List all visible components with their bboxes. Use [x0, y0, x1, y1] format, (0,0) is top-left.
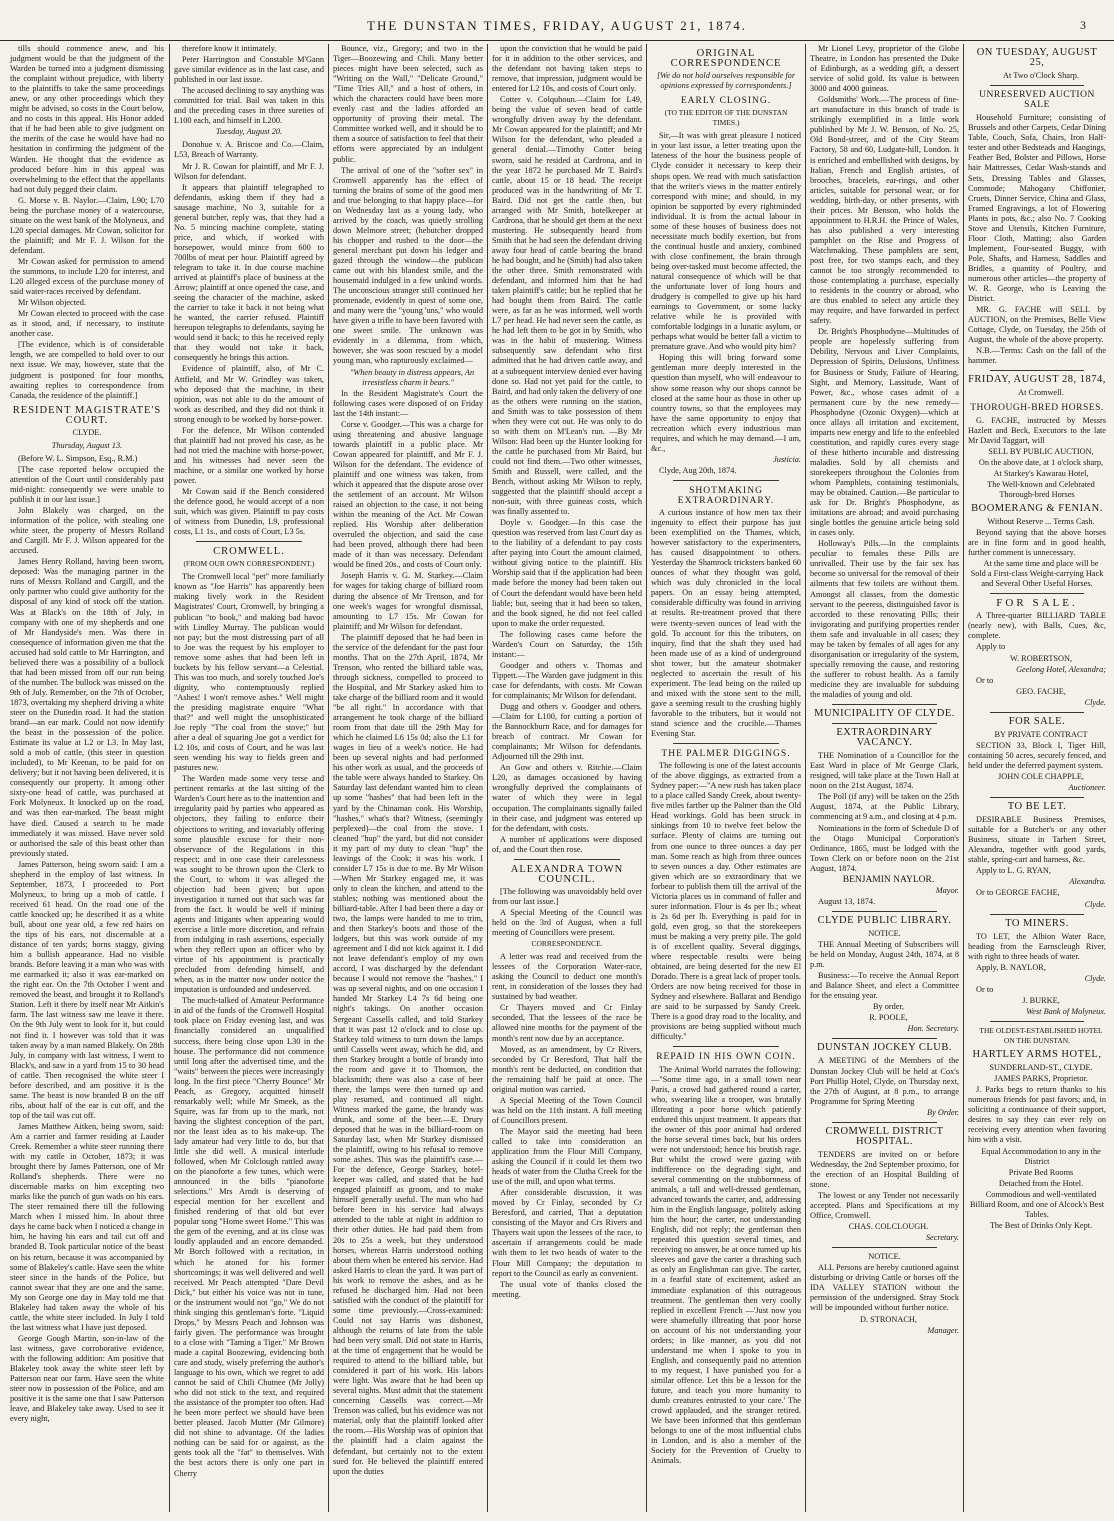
section-heading: RESIDENT MAGISTRATE'S COURT.: [12, 404, 162, 426]
advert-paragraph: TENDERS are invited on or before Wednesday, the 2nd September proximo, for the erection of an Hospital Building of stone.: [810, 1149, 959, 1189]
article-paragraph: [The evidence, which is of considerable length, we are compelled to hold over to our next issue. We may, however, state that the judgment is postponed for four months, awaiting replies to correspondence from Canada, the residence of the plaintiff.]: [10, 340, 164, 400]
article-paragraph: The Cromwell local "pet" more familiarly known as "Joe Harris" has apparently been making lively work in the Resident Magistrates' Court, Cromwell, by bringing a publican "to book," and making bad havoc with Lindley Murray. The publican would not pay; but the most distressing part of all to Joe was the request by his employer to remove some ashes that had been left in buckets by his fellow servant—a Celestial. This was too much, and sorely touched Joe's dignity, who contemptuously replied "Ashes! I won't remove ashes." Well might the presiding magistrate enquire "What that?" and well might the unsophisticated Joe reply "The coal from the stove;" but after a deal of squaring Joe got a verdict for L2 10s, and costs of Court, and he was last seen wending his way to fields green and pastures new.: [174, 572, 324, 773]
advert-line: THE OLDEST-ESTABLISHED HOTEL ON THE DUNSTAN.: [979, 1025, 1103, 1046]
advert-role: Hon. Secretary.: [907, 1024, 959, 1034]
article-paragraph: A letter was read and received from the lessees of the Corporation Water-race, asking the Council to deduct one month's rent, in consideration of the losses they had sustained by bad weather.: [492, 952, 642, 1002]
letter-signature: Justicia.: [773, 454, 801, 464]
article-paragraph: A number of applications were disposed of, and the Court then rose.: [492, 834, 642, 854]
advert-role: Alexandra.: [1069, 877, 1106, 887]
advert-role: Manager.: [927, 1325, 959, 1335]
article-paragraph: George Gough Martin, son-in-law of the last witness, gave corroborative evidence, with the following addition: Am positive that Blakeley took away the white steer left by Patterson near our farm. Have seen the white steer now in possession of the Police, and am positive it is the same one that I saw Patterson leave, and Blakeley take away. Used to see it every night,: [10, 1333, 164, 1424]
article-paragraph: Moved, as an amendment, by Cr Rivers, seconded by Cr Beresford, That half the month's rent be deducted, on condition that the remaining half be paid at once. The original motion was carried.: [492, 1044, 642, 1094]
divider: [832, 704, 937, 705]
advert-signature: GEO. FACHE,: [1016, 686, 1066, 696]
advert-paragraph: SECTION 33, Block I, Tiger Hill, containing 50 acres, securely fenced, and held under the deferred payment system.: [968, 740, 1106, 770]
article-paragraph: The arrival of one of the "softer sex" in Cromwell apparently has the effect of turning the brains of some of the good men and true belonging to that happy place—for on Wednesday last as a young lady, who arrived by the coach, was quietly strolling down Melmore street; (hebutcher dropped his chopper and rushed to the door—the general merchant put down his ledger and gazed through the window—the publican came out with his blandest smile, and the housemaid indulged in a few unkind words. The unconscious stranger still continued her promenade, evidently in quest of some one, and many were the "young 'uns," who would have given a trifle to have been favored with one sweet smile. The unknown was evidently in a dilemma, from which, however, she was soon rescued by a model young man, who rapturously exclaimed—: [333, 165, 483, 366]
advert-line: SUNDERLAND-ST., CLYDE.: [989, 1063, 1093, 1073]
advert-signature: W. ROBERTSON,: [1009, 653, 1073, 663]
divider: [832, 723, 937, 724]
divider: [832, 1122, 937, 1123]
divider: [196, 541, 302, 542]
column-1: [6, 44, 168, 1514]
section-subheading: CLYDE.: [72, 427, 102, 437]
advert-heading: CROMWELL DISTRICT HOSPITAL.: [825, 1125, 944, 1147]
divider: [832, 1247, 937, 1248]
article-paragraph: Peter Harrington and Constable M'Gann gave similar evidence as in the last case, and published in our last issue.: [174, 55, 324, 85]
article-paragraph: upon the conviction that he would be paid for it in addition to the other services, and the defendant not having taken steps to remove, that impression, judgment would be entered for L2 10s, and costs of Court only.: [492, 44, 642, 94]
article-paragraph: therefore know it intimately.: [182, 44, 277, 53]
article-paragraph: Mr Cowan asked for permission to amend the summons, to include L20 for interest, and L20 alleged excess of the purchase money of said water-races received by defendant.: [10, 256, 164, 297]
article-paragraph: The plaintiff deposed that he had been in the service of the defendant for the past four months. That on the 27th April, 1874, Mr Trenson, who rented the billiard table was, through sickness, compelled to proceed to the Hospital, and Mr Starkey asked him to take charge of the billiard room and it would "be all right." In accordance with that arrangement he took charge of the billiard room from that date till the 29th May for which he claimed L6 15s 0d; also the L1 for wages in lieu of a week's notice. He had been up several nights and had performed his other work as usual, and the proceeds of the table were always handed to Starkey. On Saturday last defendant wanted him to clean up some "hashes" that had been left in the yard by the Chinaman cook. His Worship, "hashes," what's that? Witness, (seemingly perplexed)—the coal from the stove. I cleaned "hup" the yard, but did not consider it my part of my duty to clean "hup" the leavings of the Cook; it was his work. I consider L7 15s is due to me. By Mr Wilson—When Mr Starkey engaged me, it was only to clean the kitchen, and attend to the stables; nothing was mentioned about the billiard-table. After I had been there a day or two, the lamps were handed to me to trim, and then Starkey's boots and those of the lodgers, but this was work outside of my agreement and I did not kick against it. I did not leave defendant's employ of my own accord, I was discharged by the defendant because I would not remove the "hashes." I was up several nights, and on one occasion I handed Mr Starkey L4 7s 6d being one night's takings. On another occasion Sergeant Cassells called, and told Starkey that it was past 12 o'clock and to close up. Starkey told witness to turn down the lamps until Cassells went away, which he did, and then Starkey brought a bottle of brandy into the room and gave it to Thomson, the blacksmith; there was also a case of beer there, the lamps were then turned up and play resumed, and continued all night. Witness marked the game, the brandy was drunk, and some of the beer.—E. Drury deposed that he was in the billiard-room on Saturday last, when Mr Starkey dismissed the plaintiff, owing to his refusal to remove some ashes. This was the plaintiff's case.—For the defence, George Starkey, hotel-keeper was called, and stated that he had engaged plaintiff as groom, and to make himself generally useful. The man who had before been in his service had always attended to the table at night in addition to their other duties. He had paid them from 20s to 25s a week, but they understood horses, whereas Harris understood nothing about them when he entered his service. Had asked Harris to clean the yard. It was part of his work to remove the ashes, and as he refused he discharged him. Had not been satisfied with the conduct of the plaintiff for some time previously.—Cross-examined: Could not say Harris was dishonest, although the returns of late from the table had been very small. Did not state to Harris, at the time of engagement that he would be required to attend to the billiard table, but considered it part of his work. His labors were light. Was aware that he had been up several nights. Must admit that the statement concerning Cassells was correct.—Mr Trenson was called, but his evidence was not material, only that the plaintiff looked after the room.—His Worship was of opinion that the plaintiff had a claim against the defendant, but certainly not to the extent sued for. He believed the plaintiff entered upon the duties: [333, 632, 483, 1476]
advert-paragraph: DESIRABLE Business Premises, suitable for a Butcher's or any other Business, situate in Tarbert Street, Alexandra, together with good yards, stable, spring-cart and harness, &c.: [968, 815, 1106, 865]
column-3: [329, 44, 487, 1514]
divider: [990, 85, 1084, 86]
advert-paragraph: A MEETING of the Members of the Dunstan Jockey Club will be held at Cox's Port Phillip Hotel, Clyde, on Thursday next, the 27th of August, at 8 p.m., to arrange Programme for Spring Meeting: [810, 1056, 959, 1106]
advert-line: Private Bed Rooms: [1008, 1167, 1074, 1177]
advert-paragraph: Business:—To receive the Annual Report and Balance Sheet, and elect a Committee for the ensuing year.: [810, 971, 959, 1001]
article-paragraph: In the Resident Magistrate's Court the following cases were disposed of on Friday last the 14th instant:—: [333, 388, 483, 418]
column-2: [170, 44, 328, 1514]
advert-role: Clyde.: [1084, 697, 1106, 707]
column-7: [964, 44, 1110, 1514]
article-paragraph: Mr Wilson objected.: [18, 298, 86, 308]
section-subheading: (FROM OUR OWN CORRESPONDENT.): [183, 559, 315, 569]
section-heading: REPAID IN HIS OWN COIN.: [656, 1052, 796, 1063]
advert-signature: JOHN COLE CHAPPLE,: [998, 772, 1084, 781]
article-paragraph: (Before W. L. Simpson, Esq., R.M.): [18, 453, 138, 463]
advert-line: Or to: [976, 675, 994, 685]
section-heading: EARLY CLOSING.: [680, 96, 772, 107]
advert-paragraph: THE Nomination of a Councillor for the East Ward in place of Mr George Clark, resigned, will take place at the Town Hall at noon on the 21st August, 1874.: [810, 751, 959, 791]
advert-signature: R. POOLE,: [869, 1013, 908, 1023]
article-paragraph: Hoping this will bring forward some gentleman more deeply interested in the question than myself, who will endeavour to show some reason why our shops cannot be closed at the same hour as those in other up country towns, so that the employees may have the same opportunity to enjoy that recreation which every industrious man requires, and which he may demand.—I am, &c.,: [651, 353, 801, 453]
advert-paragraph: The Poll (if any) will be taken on the 25th August, 1874, at the Public Library, commencing at 9 a.m., and closing at 4 p.m.: [810, 792, 959, 822]
divider: [673, 1046, 779, 1047]
article-paragraph: Dr. Bright's Phosphodyne—Multitudes of people are hopelessly suffering from Debility, Nervous and Liver Complaints, Depression of Spirits, Delusions, Unfitness for Business or Study, Failure of Hearing, Sight, and Memory, Lassitude, Want of Power, &c., whose cases admit of a permanent cure by the new remedy—Phosphodyne (Ozonic Oxygen)—which at once allays all irritation and excitement, imparts new energy and life to the enfeebled constitution, and rapidly cures every stage of these hitherto incurable and distressing maladies. Sold by all chemists and storekeepers throughout the Colonies from whom Pamphlets, containing testimonials, may be obtained. Caution.—Be particular to ask for Dr. Bright's Phosphodyne, as imitations are abroad; and avoid purchasing single bottles the genuine article being sold in cases only.: [810, 327, 959, 538]
advert-paragraph: TO LET, the Albion Water Race, heading from the Earnscleugh River, with right to three heads of water.: [968, 931, 1106, 961]
court-date: Tuesday, August 20.: [215, 127, 283, 137]
advert-line: At the same time and place will be Sold a First-class Weight-carrying Hack and Several Other Useful Horses.: [970, 559, 1104, 589]
article-paragraph: A Special Meeting of the Council was held on the 3rd of August, when a full meeting of Councillors were present.: [492, 907, 642, 938]
section-heading: THE PALMER DIGGINGS.: [661, 749, 791, 760]
article-paragraph: The much-talked of Amateur Performance in aid of the funds of the Cromwell Hospital took place on Friday evening last, and was financially considered an unqualified success, there being close upon L30 in the house. The performance did not commence until long after the advertised time, and the "waits" between the pieces were increasingly long. In the first piece "Cherry Bounce" Mr Peach, as Gregory, acquitted himself remarkably well; while Mr Smeek, as the Squire, was far from up to the mark, not having the slightest conception of the part, nor the least idea as to his make-up. The lady amateur had very little to do, but that little she did well. A musical interlude followed, when Mr Colclough rattled away on the pianoforte a few tunes, which were announced in the bills "pianoforte selections." Mrs Arndt is deserving of especial mention for her excellent and finished rendering of that old but ever popular song "Home sweet Home." This was the gem of the evening, and at its close was loudly applauded and an encore demanded. Mr Borch followed with a recitation, in which he atoned for his former shortcomings; it was well delivered and well received. Mr Peach attempted "Dare Devil Dick," but either his voice was not in tune, or the instrument would not "go," We do not think singing this gentleman's forte. "Liquid Drops," by Messrs Peach and Johnson was fairly given. The performance was brought to a close with "Taming a Tiger." Mr Brown made a capital Boozewing, evidencing both care and study, wisely preferring the author's language to his own, which we regret to add cannot be said of Chili Chutnee (Mr Jolly) who did not stick to the text, and required the assistance of the prompter too often. Had he been more perfect we should have been better pleased. Jacob Mutter (Mr Gilmore) did not shine to advantage. Of the ladies nothing can be said for or against, as the gents took all the "fat" to themselves. With the best actors there is only one part in Cherry: [174, 996, 324, 1478]
editorial-note: [We do not hold ourselves responsible for opinions expressed by correspondents.]: [656, 71, 796, 91]
advert-order: By order,: [872, 1002, 904, 1012]
advert-paragraph: The lowest or any Tender not necessarily accepted. Plans and Specifications at my Office, Cromwell.: [810, 1191, 959, 1221]
advert-line: At Two o'Clock Sharp.: [1003, 71, 1079, 81]
article-paragraph: The Mayor said the meeting had been called to take into consideration an application from the Flour Mill Company, asking the Council if it could let them two heads of water from the Clutha Creek for the use of the mill, and upon what terms.: [492, 1126, 642, 1187]
advert-line: On the above date, at 1 o'clock sharp,: [978, 457, 1104, 467]
article-paragraph: Cr Thayers moved and Cr Finlay seconded, That the lessees of the race be allowed nine months for the payment of the month's rent now due by an acceptance.: [492, 1003, 642, 1043]
article-paragraph: Sir,—It was with great pleasure I noticed in your last issue, a letter treating upon the lateness of the hour the business people of Clyde consider it necessary to keep their shops open. We read with much satisfaction that the writer's views in the matter entirely correspond with mine; and should, in my opinion be supported by every rightminded individual. It is from the actual labour in some of these houses of business does not necessitate much bodily exertion, but from the continual hustle and anxiety, combined with close confinement, the brain through being over-tasked must become affected, the natural consequence of which will be that the unfortunate lover of long hours and drudgery is compelled to give up his hard earnings to Government, or some lucky relative while he is provided with comfortable lodgings in a lunatic asylum, or perhaps what would be better fall a victim to premature grave. And who would pity him?: [651, 131, 801, 352]
advert-paragraph: J. Parks begs to return thanks to his numerous friends for past favors; and, in soliciting a continuance of their support, desires to say they can ever rely on receiving every attention when favoring him with a visit.: [968, 1085, 1106, 1145]
article-paragraph: Mr Cowan said if the Bench considered the defence good, he would accept of a non suit, which was given. Plaintiff to pay costs of witness from Dunedin, L9, professional costs, L1 1s., and costs of Court, L3 5s.: [174, 487, 324, 537]
article-paragraph: Joseph Harris v. G. M. Starkey.—Claim for wages for taking charge of billiard room during the absence of Mr Trenson, and for one week's wages for wrongful dismissal, amounting to L7 15s. Mr Cowan for plaintiff; and Mr Wilson for defendant.: [333, 571, 483, 631]
article-paragraph: Goldsmiths' Work.—The process of fine-art manufacture in this branch of trade is strikingly exemplified in a little work published by Mr J. W. Benson, of No. 25, Old Bond-street, and of the City Steam Factory, 58 and 60, Ludgate-hill, London. It is enriched and embellished with designs, by Italian, French and English artistes, of brooches, bracelets, ear-rings, and other articles, suitable for personal wear, or for wedding, birth-day, or other presents, with their prices. Mr Benson, who holds the appointment to H.R.H. the Prince of Wales, has also published a very interesting pamphlet on the Rise and Progress of Watchmaking. These pamphlets are sent, post free, for two stamps each, and they cannot be too strongly recommended to those contemplating a purchase, especially to residents in the country or abroad, who are thus enabled to select any article they may require, and have forwarded in perfect safety.: [810, 95, 959, 326]
advert-paragraph: Household Furniture; consisting of Brussels and other Carpets, Cedar Dining Table, Couch, Sofa, Chairs, Iron Half-tester and other Bedsteads and Hangings, Feather Bed, Bolster and Pillows, Horse hair Mattresses, Cedar Wash-stands and Sets, Dressing Tables and Glasses, Commode; Mahogany Chiffonier, Cruets, Dinner Service, China and Glass, Framed Engravings, a lot of Flowering Plants in pots, &c.; also No. 7 Cooking Stove and Utensils, Kitchen Furniture, Floor Cloth, Matting; also Garden Implement, Four-seated Buggy, with Pole, Shafts, and Harness, Saddles and Bridles, a quantity of Poultry, and numerous other articles—the property of W. R. George, who is Leaving the District.: [968, 113, 1106, 304]
article-paragraph: The usual vote of thanks closed the meeting.: [492, 1279, 642, 1299]
letter-place-date: Clyde, Aug 20th, 1874.: [659, 465, 737, 475]
advert-line: Apply, B. NAYLOR,: [976, 962, 1046, 972]
advert-paragraph: Beyond saying that the above horses are in fine form and in good health, further comment is unnecessary.: [968, 528, 1106, 558]
advert-role: Secretary.: [925, 1233, 959, 1243]
verse-quote: "When beauty in distress appears, An irresistless charm it bears.": [349, 367, 475, 387]
section-subheading: CORRESPONDENCE.: [531, 939, 603, 949]
article-paragraph: The accused declining to say anything was committed for trial. Bail was taken in this and the preceding cases in three sureties of L100 each, and himself in L200.: [174, 86, 324, 126]
advert-heading: MUNICIPALITY OF CLYDE.: [814, 708, 955, 720]
advert-paragraph: Nominations in the form of Schedule D of the Otago Municipal Corporation's Ordinance, 1865, must be lodged with the Town Clerk on or before noon on the 21st August, 1874.: [810, 823, 959, 873]
advert-role: West Bank of Molyneux.: [1026, 1006, 1106, 1016]
divider: [673, 743, 779, 744]
advert-heading: CLYDE PUBLIC LIBRARY.: [817, 914, 952, 926]
advert-heading: UNRESERVED AUCTION SALE: [979, 90, 1095, 111]
divider: [990, 712, 1084, 713]
advert-role: Clyde.: [1084, 973, 1106, 983]
advert-paragraph: A Three-quarter BILLIARD TABLE (nearly new), with Balls, Cues, &c, complete.: [968, 611, 1106, 641]
advert-heading: ON TUESDAY, AUGUST 25,: [976, 47, 1098, 69]
advert-heading: BOOMERANG & FENIAN.: [971, 502, 1103, 514]
advert-heading: TO MINERS.: [1005, 917, 1069, 929]
advert-line: The Best of Drinks Only Kept.: [989, 1220, 1093, 1230]
advert-heading: FOR SALE.: [996, 597, 1078, 610]
columns: [6, 44, 1110, 1516]
advert-heading: TO BE LET.: [1007, 801, 1067, 813]
article-paragraph: The Animal World narrates the following:—"Some time ago, in a small town near Paris, a crowd had gathered round a carter, who, swearing like a trooper, was brutally illtreating a poor horse which patiently endured this unjust treatment. It appears that the owner of this poor animal had ordered the horse several times back, but his orders were not understood; hence his brutish rage. But whilst the crowd were gazing with indifference on the degrading sight, and several commenting on the stubbornness of animals, a tall and well-dressed gentleman, advanced towards the carter, and, addressing him in the English language, politely asking him the hour; the carter, not understanding English, did not reply; the gentleman then repeated this question several times, and receiving no answer, he at once turned up his sleeves and gave the carter a thrashing such as only an Englishman can give. The carter, in a fearful state of excitement, asked an immediate explanation of this outrageous treatment. The gentleman then very coolly replied in excellent French —'Just now you were shamefully illtreating that poor horse on account of his not understanding your orders; in like manner, as you did not understand me when I spoke to you in English, and consequently paid no attention to my request, I have punished you for a similar offence. Let this be a lesson for the future, and teach you more humanity to dumb creatures entrusted to your care.' The crowd applauded, and the stranger retired. We have been informed that this gentleman belongs to one of the most influential clubs in London, and is also a member of the Society for the Prevention of Cruelty to Animals.: [651, 1064, 801, 1466]
masthead-title: THE DUNSTAN TIMES, FRIDAY, AUGUST 21, 1874.: [367, 18, 747, 33]
divider: [990, 370, 1084, 371]
advert-paragraph: THE Annual Meeting of Subscribers will be held on Monday, August 24th, 1874, at 8 p.m.: [810, 939, 959, 970]
advert-line: Apply to L. G. RYAN,: [976, 866, 1051, 876]
article-paragraph: G. Morse v. B. Naylor.—Claim, L90; L70 being the purchase money of a watercourse, situate on the west bank of the Molyneux, and L20 special damages. Mr Cowan, solicitor for the plaintiff; and Mr F. J. Wilson for the defendant.: [10, 195, 164, 255]
column-6: [806, 44, 963, 1514]
article-paragraph: Donohue v. A. Briscoe and Co.—Claim, L53, Breach of Warranty.: [174, 140, 324, 160]
advert-role: Mayor.: [935, 885, 959, 895]
column-4: [488, 44, 646, 1514]
advert-role: Auctioneer.: [1068, 783, 1106, 793]
article-paragraph: [The case reported below occupied the attention of the Court until considerably past mid-night: consequently we were unable to publish it in our last issue.]: [10, 464, 164, 505]
article-paragraph: A curious instance of how men tax their ingenuity to effect their purpose has just been exemplified on the Thames, which, however satisfactory to the experimenters, has caused disappointment to others. Yesterday the Shamrock tricksters banked 60 ounces of what they thought was gold, which was duly chronicled in the local papers. On an essay being attempted, considerable difficulty was found in arriving at results. Re-treatment proved that there were twenty-seven ounces of lead with the gold. To account for this the tributers, on inquiry, find that the shaft they used had been made use of as a kind of underground shot tower, but the amateur shotmaker neglected to ascertain the result of his experiment. The lead being on the railed up and mixed with the stone sent to the mill, gave a seeming result to the crushing highly favorable to the tributers, but it would not stand science and the crucible.—Thames Evening Star.: [651, 508, 801, 739]
article-paragraph: Mr J. R. Cowan for plaintiff, and Mr F. J. Wilson for defendant.: [174, 161, 324, 181]
section-subheading: (TO THE EDITOR OF THE DUNSTAN TIMES.): [664, 108, 788, 128]
notice-label: NOTICE.: [868, 1252, 901, 1262]
advert-signature: CHAS. COLCLOUGH.: [848, 1222, 929, 1232]
advert-line: Without Reserve ... Terms Cash.: [987, 516, 1095, 526]
advert-heading: THOROUGH-BRED HORSES.: [970, 402, 1104, 413]
masthead: [0, 0, 1114, 41]
article-paragraph: James Matthew Aitken, being sworn, said: Am a carrier and farmer residing at Lauder Creek. Remember a white steer running there with my cattle in October, 1873; it was brought there by James Patterson, one of Mr Rolland's shepherds. There were no discernable marks on him excepting two marks like the punch of gun wads on his ears. The steer remained there till the following March when I missed him. In about three days he came back when I noticed a change in him, he having his ears and tail cut off and branded B. Took particular notice of the beast on his return, because it was accompanied by some of Blakeley's cattle. Have seen the white steer since in the hands of the Police, but cannot swear that they are one and the same. My son George one day in May told me that Blakeley had taken away the whole of his cattle, the white steer included. In July I told the last witness what I have just deposed.: [10, 1121, 165, 1332]
advert-date: August 13, 1874.: [818, 896, 876, 906]
article-paragraph: The following cases came before the Warden's Court on Saturday, the 15th instant:—: [492, 629, 642, 659]
article-paragraph: An Gow and others v. Ritchie.—Claim L20, as damages occasioned by having wrongfully deprived the complainants of water of which they were in legal occupation. The complainants signally failed in their case, and judgment was entered up for the defendant, with costs.: [492, 763, 642, 833]
advert-signature: J. BURKE,: [1022, 995, 1060, 1005]
advert-signature: BENJAMIN NAYLOR.: [842, 874, 935, 885]
article-paragraph: The following is one of the latest accounts of the above diggings, as extracted from a Sydney paper:—"A new rush has taken place to a place called Sandy Creek, about twenty-five miles farther up the Palmer than the Old Head workings. Gold has been struck in sinkings from 10 to twelve feet below the surface. Plenty of claims are turning out from one ounce to three ounces a day per man. Some reach as high from three ounces to seven ounces a day. Other estimates are given which are so extraordinary that we forbear to publish them till the arrival of the Victoria places us in command of fuller and surer information. Flour is 4s per lb.; wheat is 2s 6d per lb. Everything is paid for in gold, even grog, so that the storekeepers must be making a very pretty pile. The gold is of excellent quality. Several diggings, where respectable results were being obtained, are being deserted for the new El Dorado. There is a great lack of proper tools. Orders are now being received for those in Sydney and elsewhere. Ballarat and Bendigo are said to be surpassed by Sandy Creek. There is a good dray road to the locality, and provisions are being supplied without much difficulty.": [651, 761, 801, 1042]
article-paragraph: Corse v. Goodger.—This was a charge for using threatening and abusive language towards plaintiff in a public place. Mr Cowan appeared for plaintiff, and Mr F. J. Wilson for the defendant. The evidence of plaintiff and one witness was taken, from which it appeared that the dispute arose over the settlement of an account. Mr Wilson raised an objection to the case, it not being within the meaning of the Act. Mr Cowan replied. His Worship after deliberation overruled the objection, and said the case had been proved, although there had been made of it than was necessary. Defendant would be fined 20s., and costs of Court only.: [333, 419, 483, 570]
article-paragraph: Mr Cowan elected to proceed with the case as it stood, and, if necessary, to institute another case.: [10, 309, 164, 339]
advert-paragraph: MR. G. FACHE will SELL by AUCTION, on the Premises, Belle View Cottage, Clyde, on Tuesday, the 25th of August, the whole of the above property.: [968, 305, 1106, 345]
section-heading: ALEXANDRA TOWN COUNCIL.: [510, 863, 624, 885]
advert-line: BY PRIVATE CONTRACT: [994, 729, 1088, 739]
article-paragraph: Dugg and others v. Goodger and others. —Claim for L100, for cutting a portion of the Bannockburn Race, and for damages for breach of contract. Mr Cowan for complainants; Mr Wilson for defendants. Adjourned till the 29th inst.: [492, 702, 642, 762]
article-paragraph: The Warden made some very terse and pertinent remarks at the last sitting of the Warden's Court here as to the inattention and irregularity paid by parties who appeared as objectors, they failing to enforce their objections to writing, and invariably offering some plausible excuse for their non-observance of the Regulations in this respect; and in one case their carelessness was sought to be thrown upon the Clerk to the Court, to whom it was alleged the objection had been given; but upon investigation it turned out that such was far from the fact. It would be well if mining agents and litigants when appearing would exercise a little more discretion, and refrain from indulging in rash assertions, especially when they reflect upon an officer who by virtue of his appointment is practically precluded from defending himself, and when, as in the matter now under notice the imputation is unfounded and undeserved.: [174, 774, 324, 995]
advert-heading: FOR SALE.: [1008, 715, 1066, 727]
divider: [514, 859, 620, 860]
divider: [990, 797, 1084, 798]
article-paragraph: Goodger and others v. Thomas and Tippett.—The Warden gave judgment in this case for defendants, with costs. Mr Cowan for complainants; Mr Wilson for defendant.: [492, 660, 642, 700]
advert-line: Commodious and well-ventilated Billiard Room, and one of Alcock's Best Tables.: [970, 1189, 1104, 1219]
article-paragraph: tills should commence anew, and his judgment would be that the judgment of the Warden be turned into a judgment dismissing the complaint without prejudice, with liberty to the plaintiffs to take the same proceedings anew, or any other proceedings which they might be advised, so costs in the Court below, and no costs in this appeal. His Honor added that if he had been able to give judgment on the merits of the case he would have had no hesitation in confirming the judgment of the Warden. He thought that the evidence as produced before him in this appeal was overwhelming to the effect that the appellants had not duly pegged their claim.: [10, 44, 164, 194]
advert-line: Or to: [976, 984, 994, 994]
divider: [832, 1038, 937, 1039]
article-paragraph: Doyle v. Goodger.—In this case the question was reserved from last Court day as to the liability of a defendant to pay costs after paying into Court the amount claimed, without giving notice to the plaintiff. His Worship said that if the application had been made before the money had been taken out of Court the defendant would have been held liable; but, seeing that it had been so taken, and the book signed, he did not feel called upon to make the order requested.: [492, 518, 642, 628]
advert-paragraph: ALL Persons are hereby cautioned against disturbing or driving Cattle or horses off the IDA VALLEY STATION without the permission of the undersigned. Stray Stock will be impounded without further notice.: [810, 1263, 959, 1313]
article-paragraph: It appears that plaintiff telegraphed to defendants, asking them if they had a sausage machine, No 3, suitable for a general butcher, reply was, that they had a No. 5 mincing machine complete, stating price, and which, if worked with horsepower, would mince from 600 to 700lbs of meat per hour. Plaintiff agreed by telegram to take it. In due course machine arrived at plaintiff's place of business at the Arrow; plaintiff at once opened the case, and seeing the character of the machine, asked the carrier to take it back it not being what he wanted, the carrier refused. Plaintiff hereupon telegraphs to defendants, saying he would send it back; to this he received reply that they would not take it back, consequently he brings this action.: [174, 182, 324, 363]
advert-line: At Starkey's Kawarau Hotel,: [993, 468, 1089, 478]
article-paragraph: Mr Lionel Levy, proprietor of the Globe Theatre, in London has presented the Duke of Edinburgh, as a wedding gift, a dessert service of solid gold. Its value is between 3000 and 4000 guineas.: [810, 44, 959, 94]
notice-label: NOTICE.: [868, 928, 901, 938]
article-paragraph: [The following was unavoidably held over from our last issue.]: [492, 886, 642, 906]
advert-heading: HARTLEY ARMS HOTEL,: [972, 1049, 1102, 1061]
advert-line: JAMES PARKS, Proprietor.: [994, 1074, 1088, 1084]
article-paragraph: After considerable discussion, it was moved by Cr Finlay, seconded by Cr Beresford, and carried, That a deputation consisting of the Mayor and Crs Rivers and Thayers wait upon the lessees of the race, to ascertain if arrangements could be made with them to let two heads of water to the Flour Mill Company; the deputation to report to the Council as early as convenient.: [492, 1188, 642, 1278]
article-paragraph: Holloway's Pills.—In the complaints peculiar to females these Pills are unrivalled. Their use by the fair sex has become so universal for the removal of their ailments that few toilets are without them. Amongst all classes, from the domestic servant to the peeress, distinguished favor is accorded to these renovating Pills; their invigorating and purifying properties render them safe and invaluable in all cases; they may be taken by females of all ages for any disorganisation or irregularity of the system, specially removing the cause, and restoring the sufferer to robust health. As a family medicine they are invaluable for subduing the maladies of young and old.: [810, 539, 959, 699]
advert-order: By Order.: [927, 1107, 959, 1117]
divider: [673, 480, 779, 481]
article-paragraph: Evidence of plaintiff, also, of Mr C. Attfield, and Mr W. Grindley was taken, who deposed that the machine, in their opinion, was not able to do the amount of work as described, and they did not think it strong enough to be worked by horse-power.: [174, 364, 324, 424]
divider: [990, 593, 1084, 594]
advert-line: SELL BY PUBLIC AUCTION,: [988, 446, 1094, 456]
advert-line: Equal Accommodation to any in the District: [981, 1146, 1101, 1166]
advert-role: Clyde.: [1084, 899, 1106, 909]
advert-heading: DUNSTAN JOCKEY CLUB.: [816, 1042, 953, 1054]
article-paragraph: For the defence, Mr Wilson contended that plaintiff had not proved his case, as he had not tried the machine with horse-power, and his witnesses had never seen the machine, or a similar one worked by horse power.: [174, 425, 324, 485]
advert-heading: EXTRAORDINARY VACANCY.: [836, 727, 933, 749]
article-paragraph: A Special Meeting of the Town Council was held on the 11th instant. A full meeting of Councillors present.: [492, 1095, 642, 1125]
divider: [990, 1021, 1084, 1022]
section-heading: SHOTMAKING EXTRAORDINARY.: [677, 485, 775, 506]
advert-paragraph: N.B.—Terms: Cash on the fall of the hammer.: [968, 346, 1106, 366]
page-number: 3: [1080, 18, 1086, 32]
court-date: Thursday, August 13.: [51, 440, 123, 450]
section-heading: CROMWELL.: [213, 546, 285, 558]
column-5: [647, 44, 805, 1514]
divider: [832, 911, 937, 912]
article-paragraph: James Patterson, being sworn said: I am a shepherd in the employ of last witness. In September, 1873, I proceeded to Port Molyneux, to bring up a mob of cattle. I received 61 head. On the road one of the cattle knocked up; he described it as a white bull, about one year old, a few red hairs on the tips of his ears, not discernable at a distance of ten yards; horns staggy, giving him a bullish appearance. Had no visible brands. Before leaving it a man who was with me earmarked it; also it was ear-marked on the right ear. On the 7th October I went and removed the beast, and brought it to Rolland's Station. Left it there by itself near Mr Aitkin's farm. The last witness saw me leave it there. On the 9th July went to look for it, but could not find it. I however was told that it was taken away by a man named Blakely. On 28th July, in company with last witness, I went to Black's, and saw in a yard from 15 to 30 head of cattle. Then recognised the white steer I before described, and am positive it is the same. The beast is now branded B on the off ribs, about half of the ear is cut off, and the top of the tail was cut off.: [10, 859, 164, 1120]
advert-heading: FRIDAY, AUGUST 28, 1874,: [968, 374, 1106, 386]
advert-line: At Cromwell.: [1018, 388, 1064, 398]
advert-role: Geelong Hotel, Alexandra;: [1016, 664, 1106, 674]
section-heading: ORIGINAL CORRESPONDENCE: [670, 48, 782, 70]
advert-line: Detached from the Hotel.: [998, 1178, 1084, 1188]
article-paragraph: Bounce, viz., Gregory; and two in the Tiger—Boozewing and Chili. Many better pieces might have been selected, such as "Writing on the Wall," "Delicate Ground," "Time Tries All," and a host of others, in which the characters could have been more evenly cast and the ladies afforded an opportunity of proving their metal. The Committee worked well, and it should be to them a source of satisfaction to feel that their efforts were appreciated by an indulgent public.: [333, 44, 483, 164]
advert-line: The Well-known and Celebrated Thorough-bred Horses: [987, 479, 1095, 499]
article-paragraph: John Blakely was charged, on the information of the police, with stealing one white steer, the property of Messrs Rolland and Cargill. Mr F. J. Wilson appeared for the accused.: [10, 506, 164, 556]
advert-paragraph: G. FACHE, instructed by Messrs Hazlett and Beck, Executors to the late Mr David Taggart, will: [968, 415, 1106, 445]
article-paragraph: Cotter v. Colquhoun.—Claim for L49, being the value of seven head of cattle wrongfully driven away by the defendant. Mr Cowan appeared for the plaintiff; and Mr Wilson for the defendant, who pleaded a general denial.—Timothy Cotter being sworn, said he resided at Cardrona, and in the year 1872 he purchased Mr T. Baird's cattle, about 15 or 18 head. The receipt produced was in the handwriting of Mr T. Baird. Did not get the cattle then, but arranged with Mr Smith, hotelkeeper at Cardrona, that he should get them at the next mustering. He subsequently heard from Smith that he had seen the defendant driving away four head of cattle bearing the brand he had bought, and he (Smith) had also taken the other three. Smith remonstrated with defendant, and informed him that he had taken plaintiff's cattle; but he replied that he had bought them from Baird. The cattle were, as far as he was informed, well worth L7 per head. He had never seen the cattle, as he had left them to be got in by Smith, who was in the habit of mustering. Witness subsequently saw defendant who first admitted that he had driven cattle away, and at a subsequent interview denied ever having done so. Had not yet paid for the cattle, to Baird, and had only taken the delivery of one as the others were running on the station, and Smith was to take possession of them when they were cut out. He was only to do so with them on M'Lean's run. —By Mr Wilson: Had been up the Hunter looking for the cattle he purchased from Mr Baird, but could not find them.—Two other witnesses, Smith and Russell, were called, and the Bench, without asking Mr Wilson to reply, suggested that the plaintiff should accept a non-suit, with three guineas costs, which was finally assented to.: [492, 95, 643, 517]
article-paragraph: James Henry Rolland, having been sworn, deposed: Was the managing partner in the runs of Messrs Rolland and Cargill, and the only partner who could give authority for the disposal of any kind of stock off the station. Was at Black's on the 18th of July, in company with one of my shepherds and one of Mr Handyside's men. Was there in consequence of information given me that the accused had sold cattle to Mr Harrington, and believed there was a possibility of a bullock that had been missed from off our run being of the number. The bullock was missed on the 9th of July. Remember, on the 7th of October, 1873, overtaking my shepherd driving a white steer on the Dunedin road. It had the station brand—an ear mark. Could not now identify the beast in the possession of the police. Estimate its value at L2 or L3. In May last, sold a mob of cattle, (this steer in question included), to Mr Keenan, to be paid for on delivery; but it not having been delivered, it is consequently our property. It among other sixty-one head of cattle, was purchased at Fork Molyneux. It knocked up on the road, and was then ear-marked. The beast might have died. Caused a search to be made immediately it was missed. Have never sold or authorised the sale of this beast other than previously stated.: [10, 557, 164, 858]
divider: [990, 914, 1084, 915]
advert-line: Apply to: [976, 642, 1006, 652]
advert-signature: D. STRONACH,: [860, 1314, 917, 1324]
advert-line: Or to GEORGE FACHE,: [976, 888, 1060, 898]
